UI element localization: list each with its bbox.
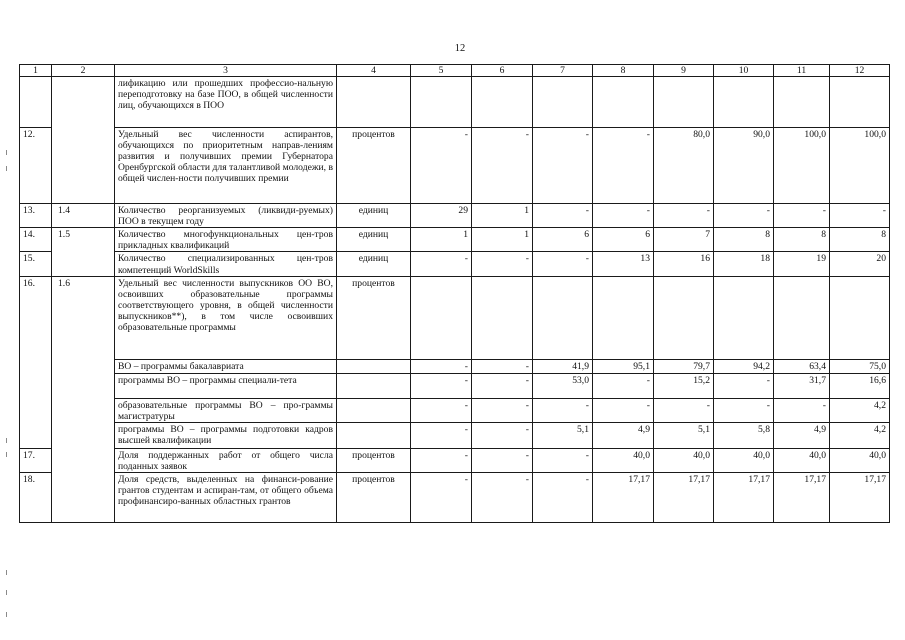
subprogram-index-cell: [52, 422, 115, 448]
value-cell: -: [830, 204, 890, 228]
value-cell: [593, 77, 654, 128]
value-cell: 20: [830, 252, 890, 276]
value-cell: 13: [593, 252, 654, 276]
row-number-cell: 18.: [20, 473, 52, 523]
value-cell: [774, 77, 830, 128]
subprogram-index-cell: [52, 77, 115, 128]
subprogram-index-cell: [52, 128, 115, 204]
column-number-cell: 9: [654, 65, 714, 77]
value-cell: 7: [654, 228, 714, 252]
value-cell: 8: [774, 228, 830, 252]
value-cell: 100,0: [830, 128, 890, 204]
row-number-cell: 14.: [20, 228, 52, 252]
value-cell: 4,2: [830, 422, 890, 448]
table-row: [20, 373, 890, 398]
value-cell: -: [411, 422, 472, 448]
value-cell: 8: [830, 228, 890, 252]
page-number: 12: [454, 43, 466, 54]
value-cell: 17,17: [714, 473, 774, 523]
value-cell: [654, 276, 714, 359]
subprogram-index-cell: 1.5: [52, 228, 115, 252]
unit-cell: процентов: [337, 473, 411, 523]
value-cell: -: [472, 398, 533, 422]
value-cell: -: [533, 128, 593, 204]
value-cell: 15,2: [654, 373, 714, 398]
value-cell: -: [593, 398, 654, 422]
unit-cell: процентов: [337, 448, 411, 472]
value-cell: 90,0: [714, 128, 774, 204]
unit-cell: [337, 373, 411, 398]
value-cell: -: [472, 373, 533, 398]
value-cell: [830, 276, 890, 359]
subprogram-index-cell: 1.4: [52, 204, 115, 228]
value-cell: -: [411, 359, 472, 373]
value-cell: 1: [472, 204, 533, 228]
value-cell: -: [593, 373, 654, 398]
column-number-cell: 3: [115, 65, 337, 77]
indicator-name-cell: Количество специализированных цен-тров компетенций WorldSkills: [115, 252, 337, 276]
value-cell: 17,17: [830, 473, 890, 523]
value-cell: [533, 276, 593, 359]
row-number-cell: [20, 373, 52, 398]
value-cell: -: [654, 398, 714, 422]
column-number-row: [20, 65, 890, 77]
column-number-cell: 2: [52, 65, 115, 77]
table-row: [20, 252, 890, 276]
unit-cell: [337, 77, 411, 128]
indicator-name-cell: программы ВО – программы подготовки кадров высшей квалификации: [115, 422, 337, 448]
unit-cell: процентов: [337, 276, 411, 359]
value-cell: 4,9: [593, 422, 654, 448]
row-number-cell: [20, 398, 52, 422]
value-cell: [774, 276, 830, 359]
column-number-cell: 1: [20, 65, 52, 77]
value-cell: 6: [593, 228, 654, 252]
column-number-cell: 5: [411, 65, 472, 77]
value-cell: 17,17: [774, 473, 830, 523]
value-cell: 63,4: [774, 359, 830, 373]
indicator-name-cell: Количество многофункциональных цен-тров прикладных квалификаций: [115, 228, 337, 252]
margin-scan-marks: [6, 150, 8, 620]
value-cell: 41,9: [533, 359, 593, 373]
column-number-cell: 7: [533, 65, 593, 77]
subprogram-index-cell: [52, 473, 115, 523]
value-cell: [593, 276, 654, 359]
value-cell: 79,7: [654, 359, 714, 373]
row-number-cell: [20, 77, 52, 128]
value-cell: 5,1: [654, 422, 714, 448]
indicator-name-cell: образовательные программы ВО – про-граммы магистратуры: [115, 398, 337, 422]
unit-cell: единиц: [337, 228, 411, 252]
unit-cell: единиц: [337, 252, 411, 276]
value-cell: -: [593, 128, 654, 204]
value-cell: 40,0: [830, 448, 890, 472]
row-number-cell: [20, 422, 52, 448]
value-cell: [472, 276, 533, 359]
table-row: [20, 359, 890, 373]
value-cell: [830, 77, 890, 128]
value-cell: -: [714, 398, 774, 422]
unit-cell: [337, 422, 411, 448]
table-row: [20, 398, 890, 422]
value-cell: -: [472, 128, 533, 204]
value-cell: 53,0: [533, 373, 593, 398]
value-cell: -: [411, 398, 472, 422]
row-number-cell: 16.: [20, 276, 52, 359]
indicator-name-cell: Удельный вес численности выпускников ОО ВО, освоивших образовательные программы соответствующего уровня, в общей численности выпускников**), в том числе освоивших образовательные программы: [115, 276, 337, 359]
value-cell: -: [774, 398, 830, 422]
subprogram-index-cell: 1.6: [52, 276, 115, 359]
table-row: [20, 422, 890, 448]
column-number-cell: 10: [714, 65, 774, 77]
value-cell: -: [411, 252, 472, 276]
value-cell: 17,17: [593, 473, 654, 523]
indicator-name-cell: Доля средств, выделенных на финанси-рование грантов студентам и аспиран-там, от общего объема профинансиро-ванных областных грантов: [115, 473, 337, 523]
value-cell: [533, 77, 593, 128]
table-row: [20, 204, 890, 228]
row-number-cell: 15.: [20, 252, 52, 276]
value-cell: 17,17: [654, 473, 714, 523]
value-cell: 40,0: [714, 448, 774, 472]
indicator-name-cell: ВО – программы бакалавриата: [115, 359, 337, 373]
value-cell: 1: [472, 228, 533, 252]
value-cell: -: [714, 204, 774, 228]
value-cell: 5,8: [714, 422, 774, 448]
indicator-name-cell: Количество реорганизуемых (ликвиди-руемых) ПОО в текущем году: [115, 204, 337, 228]
value-cell: 40,0: [593, 448, 654, 472]
value-cell: 16,6: [830, 373, 890, 398]
table-row: [20, 448, 890, 472]
value-cell: [472, 77, 533, 128]
value-cell: -: [533, 473, 593, 523]
unit-cell: единиц: [337, 204, 411, 228]
value-cell: -: [472, 448, 533, 472]
subprogram-index-cell: [52, 252, 115, 276]
table-row: [20, 77, 890, 128]
value-cell: 5,1: [533, 422, 593, 448]
value-cell: -: [533, 252, 593, 276]
value-cell: -: [472, 252, 533, 276]
value-cell: -: [533, 398, 593, 422]
value-cell: -: [774, 204, 830, 228]
value-cell: 18: [714, 252, 774, 276]
value-cell: -: [411, 448, 472, 472]
column-number-cell: 4: [337, 65, 411, 77]
subprogram-index-cell: [52, 359, 115, 373]
row-number-cell: 12.: [20, 128, 52, 204]
value-cell: 40,0: [774, 448, 830, 472]
value-cell: 4,9: [774, 422, 830, 448]
value-cell: 8: [714, 228, 774, 252]
value-cell: [714, 276, 774, 359]
value-cell: 75,0: [830, 359, 890, 373]
subprogram-index-cell: [52, 398, 115, 422]
value-cell: 80,0: [654, 128, 714, 204]
value-cell: -: [411, 373, 472, 398]
value-cell: 31,7: [774, 373, 830, 398]
value-cell: 6: [533, 228, 593, 252]
unit-cell: [337, 359, 411, 373]
value-cell: -: [654, 204, 714, 228]
value-cell: -: [593, 204, 654, 228]
unit-cell: процентов: [337, 128, 411, 204]
value-cell: -: [472, 422, 533, 448]
row-number-cell: 13.: [20, 204, 52, 228]
indicator-name-cell: Доля поддержанных работ от общего числа поданных заявок: [115, 448, 337, 472]
value-cell: -: [533, 448, 593, 472]
value-cell: -: [411, 473, 472, 523]
value-cell: 95,1: [593, 359, 654, 373]
value-cell: 19: [774, 252, 830, 276]
table-row: [20, 228, 890, 252]
value-cell: 16: [654, 252, 714, 276]
value-cell: -: [411, 128, 472, 204]
value-cell: [411, 276, 472, 359]
value-cell: -: [714, 373, 774, 398]
value-cell: [714, 77, 774, 128]
column-number-cell: 12: [830, 65, 890, 77]
unit-cell: [337, 398, 411, 422]
value-cell: 94,2: [714, 359, 774, 373]
row-number-cell: [20, 359, 52, 373]
indicators-table: [19, 64, 890, 523]
indicator-name-cell: лификацию или прошедших профессио-нальную переподготовку на базе ПОО, в общей численности лиц, обучающихся в ПОО: [115, 77, 337, 128]
column-number-cell: 11: [774, 65, 830, 77]
value-cell: -: [472, 359, 533, 373]
value-cell: 1: [411, 228, 472, 252]
indicator-name-cell: Удельный вес численности аспирантов, обучающихся по приоритетным направ-лениям развития и получивших премии Губернатора Оренбургской области для талантливой молодежи, в общей числен-ности получивших премии: [115, 128, 337, 204]
indicator-name-cell: программы ВО – программы специали-тета: [115, 373, 337, 398]
subprogram-index-cell: [52, 373, 115, 398]
value-cell: -: [533, 204, 593, 228]
value-cell: [654, 77, 714, 128]
column-number-cell: 6: [472, 65, 533, 77]
table-row: [20, 473, 890, 523]
value-cell: 100,0: [774, 128, 830, 204]
value-cell: 40,0: [654, 448, 714, 472]
value-cell: [411, 77, 472, 128]
value-cell: 29: [411, 204, 472, 228]
table-row: [20, 128, 890, 204]
row-number-cell: 17.: [20, 448, 52, 472]
column-number-cell: 8: [593, 65, 654, 77]
subprogram-index-cell: [52, 448, 115, 472]
value-cell: 4,2: [830, 398, 890, 422]
table-row: [20, 276, 890, 359]
value-cell: -: [472, 473, 533, 523]
